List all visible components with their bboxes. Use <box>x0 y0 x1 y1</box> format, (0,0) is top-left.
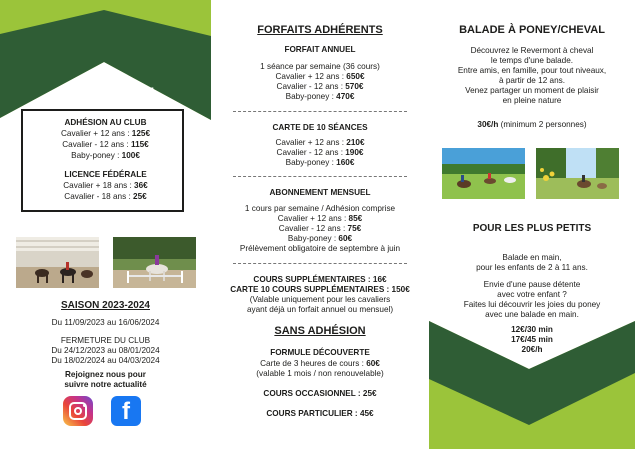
petits-text: Envie d'une pause détente <box>483 280 581 289</box>
cours-occasionnel: COURS OCCASIONNEL : 25€ <box>263 389 377 398</box>
balade-text: le temps d'une balade. <box>490 56 574 65</box>
cours-particulier: COURS PARTICULIER : 45€ <box>266 409 374 418</box>
trail-ride-photo <box>442 148 525 199</box>
supp-note-1: (Valable uniquement pour les cavaliers <box>249 295 391 304</box>
annuel-line: Cavalier - 12 ans : 570€ <box>276 82 364 91</box>
adhesion-title: ADHÉSION AU CLUB <box>64 118 147 127</box>
petits-price: 20€/h <box>521 345 543 354</box>
decouverte-title: FORMULE DÉCOUVERTE <box>270 348 370 357</box>
sans-adhesion-title: SANS ADHÉSION <box>274 325 366 337</box>
petits-title: POUR LES PLUS PETITS <box>472 223 592 234</box>
annuel-line: Cavalier + 12 ans : 650€ <box>275 72 365 81</box>
annuel-desc: 1 séance par semaine (36 cours) <box>260 62 380 71</box>
mensuel-line: Baby-poney : 60€ <box>287 234 353 243</box>
carte-line: Cavalier + 12 ans : 210€ <box>275 138 365 147</box>
instagram-icon[interactable] <box>63 396 93 426</box>
carte-line: Cavalier - 12 ans : 190€ <box>276 148 364 157</box>
separator <box>233 111 407 112</box>
balade-text: à partir de 12 ans. <box>499 76 565 85</box>
separator <box>233 263 407 264</box>
adhesion-line: Cavalier + 12 ans : 125€ <box>61 129 150 138</box>
licence-line: Cavalier + 18 ans : 36€ <box>63 181 148 190</box>
tarif-title: TARIF <box>89 70 122 82</box>
carte-title: CARTE DE 10 SÉANCES <box>272 123 368 132</box>
facebook-icon[interactable] <box>111 396 141 426</box>
right-panel <box>429 0 635 449</box>
petits-price: 17€/45 min <box>511 335 553 344</box>
balade-text: Entre amis, en famille, pour tout niveaux, <box>457 66 607 75</box>
left-chevron-banner <box>0 0 211 120</box>
petits-price: 12€/30 min <box>511 325 553 334</box>
petits-text: Balade en main, <box>502 253 562 262</box>
decouverte-line: Carte de 3 heures de cours : 60€ <box>260 359 380 368</box>
annuel-title: FORFAIT ANNUEL <box>284 45 356 54</box>
jumping-photo <box>113 237 196 288</box>
petits-text: pour les enfants de 2 à 11 ans. <box>476 263 588 272</box>
mensuel-line: Cavalier + 12 ans : 85€ <box>277 214 363 223</box>
supp-note-2: ayant déjà un forfait annuel ou mensuel) <box>246 305 394 314</box>
supp-line-1: COURS SUPPLÉMENTAIRES : 16€ <box>253 275 387 284</box>
petits-text: avec votre enfant ? <box>497 290 567 299</box>
balade-text: Venez partager un moment de plaisir <box>465 86 599 95</box>
licence-title: LICENCE FÉDÉRALE <box>64 170 147 179</box>
supp-line-2: CARTE 10 COURS SUPPLÉMENTAIRES : 150€ <box>230 285 410 294</box>
closure-dates-1: Du 24/12/2023 au 08/01/2024 <box>51 346 160 355</box>
petits-text: avec une balade en main. <box>485 310 579 319</box>
season-heading: SAISON 2023-2024 <box>61 300 150 311</box>
adhesion-line: Cavalier - 12 ans : 115€ <box>62 140 149 149</box>
saison-title: SAISON 2023-2024 <box>56 86 155 98</box>
left-panel <box>0 0 211 449</box>
balade-text: en pleine nature <box>502 96 562 105</box>
mensuel-note: Prélèvement obligatoire de septembre à juin <box>239 244 401 253</box>
annuel-line: Baby-poney : 470€ <box>285 92 355 101</box>
closure-dates-2: Du 18/02/2024 au 04/03/2024 <box>51 356 160 365</box>
balade-text: Découvrez le Revermont à cheval <box>470 46 594 55</box>
mensuel-line: Cavalier - 12 ans : 75€ <box>278 224 362 233</box>
right-chevron-banner <box>429 321 635 449</box>
arena-lesson-photo <box>16 237 99 288</box>
licence-line: Cavalier - 18 ans : 25€ <box>64 192 147 201</box>
petits-text: Faites lui découvrir les joies du poney <box>463 300 601 309</box>
closure-title: FERMETURE DU CLUB <box>60 336 151 345</box>
forfaits-title: FORFAITS ADHÉRENTS <box>257 24 383 36</box>
balade-title: BALADE À PONEY/CHEVAL <box>459 24 605 36</box>
separator <box>233 176 407 177</box>
follow-text-2: suivre notre actualité <box>64 380 147 389</box>
carte-line: Baby-poney : 160€ <box>285 158 355 167</box>
season-dates: Du 11/09/2023 au 16/06/2024 <box>51 318 160 327</box>
middle-panel <box>211 0 429 449</box>
balade-price: 30€/h (minimum 2 personnes) <box>477 120 587 129</box>
adhesion-line: Baby-poney : 100€ <box>71 151 140 160</box>
facebook-glyph: f <box>122 398 130 425</box>
follow-text-1: Rejoignez nous pour <box>65 370 146 379</box>
field-ride-photo <box>536 148 619 199</box>
mensuel-title: ABONNEMENT MENSUEL <box>269 188 371 197</box>
mensuel-desc: 1 cours par semaine / Adhésion comprise <box>244 204 396 213</box>
decouverte-note: (valable 1 mois / non renouvelable) <box>256 369 384 378</box>
